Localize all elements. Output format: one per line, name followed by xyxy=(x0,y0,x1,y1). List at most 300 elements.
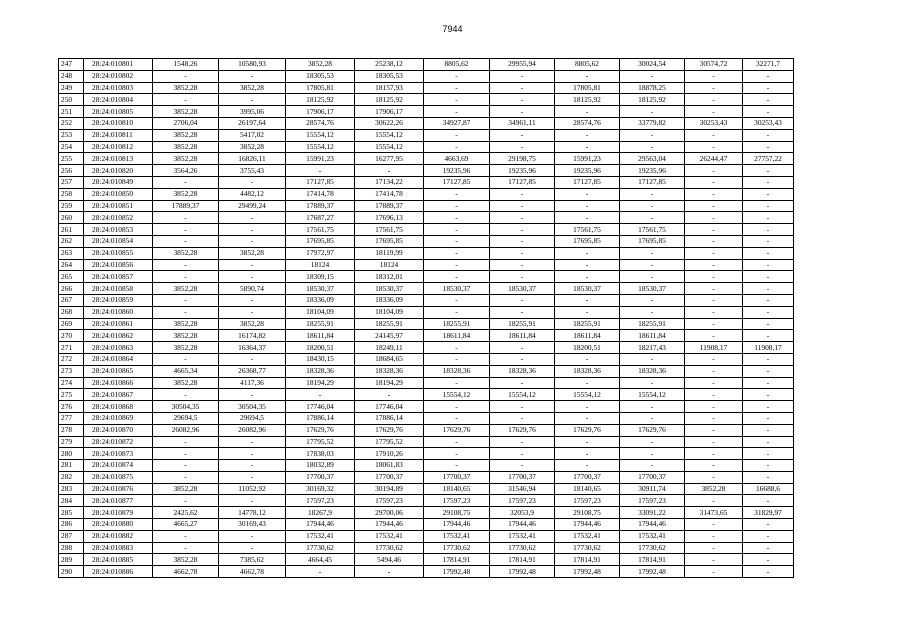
value-cell: - xyxy=(685,471,743,483)
value-cell: - xyxy=(620,188,685,200)
value-cell: - xyxy=(620,436,685,448)
value-cell: 18200,51 xyxy=(286,342,355,354)
value-cell: 17944,46 xyxy=(555,519,620,531)
value-cell: - xyxy=(685,353,743,365)
value-cell: 17814,91 xyxy=(555,554,620,566)
value-cell: - xyxy=(685,542,743,554)
value-cell: 30253,43 xyxy=(743,117,794,129)
table-row xyxy=(59,141,794,153)
value-cell: - xyxy=(424,401,490,413)
value-cell: - xyxy=(685,82,743,94)
value-cell: 17561,75 xyxy=(355,224,424,236)
value-cell: 18328,36 xyxy=(355,365,424,377)
value-cell: - xyxy=(620,401,685,413)
value-cell: - xyxy=(620,294,685,306)
value-cell: 29955,94 xyxy=(490,59,555,71)
value-cell: 18530,37 xyxy=(620,283,685,295)
value-cell: 3852,28 xyxy=(153,82,219,94)
value-cell: 4664,45 xyxy=(286,554,355,566)
value-cell: - xyxy=(743,200,794,212)
value-cell: - xyxy=(490,188,555,200)
value-cell: 34961,11 xyxy=(490,117,555,129)
value-cell: 29198,75 xyxy=(490,153,555,165)
value-cell: - xyxy=(685,283,743,295)
value-cell: 17134,22 xyxy=(355,176,424,188)
row-number-cell: 270 xyxy=(59,330,84,342)
value-cell: 17532,41 xyxy=(424,530,490,542)
value-cell: 29108,75 xyxy=(555,507,620,519)
value-cell: 17700,37 xyxy=(555,471,620,483)
value-cell: 33779,82 xyxy=(620,117,685,129)
row-number-cell: 258 xyxy=(59,188,84,200)
value-cell: 18061,83 xyxy=(355,460,424,472)
value-cell: 34927,87 xyxy=(424,117,490,129)
value-cell: 17700,37 xyxy=(490,471,555,483)
value-cell: 26368,77 xyxy=(219,365,286,377)
value-cell: - xyxy=(424,377,490,389)
value-cell: - xyxy=(219,471,286,483)
cadastral-number-cell: 28:24:010849 xyxy=(84,176,153,188)
value-cell: 15554,12 xyxy=(555,389,620,401)
value-cell: 17597,23 xyxy=(620,495,685,507)
value-cell: - xyxy=(153,259,219,271)
value-cell: 4482,12 xyxy=(219,188,286,200)
table-row xyxy=(59,342,794,354)
value-cell: - xyxy=(555,212,620,224)
table-row xyxy=(59,460,794,472)
value-cell: - xyxy=(490,224,555,236)
value-cell: 18255,91 xyxy=(490,318,555,330)
value-cell: 2425,62 xyxy=(153,507,219,519)
row-number-cell: 288 xyxy=(59,542,84,554)
value-cell: 29563,04 xyxy=(620,153,685,165)
value-cell: - xyxy=(555,306,620,318)
value-cell: 26197,64 xyxy=(219,117,286,129)
table-row xyxy=(59,353,794,365)
value-cell: - xyxy=(219,94,286,106)
value-cell: 4665,27 xyxy=(153,519,219,531)
value-cell: - xyxy=(153,306,219,318)
value-cell: - xyxy=(743,224,794,236)
table-row xyxy=(59,70,794,82)
table-row xyxy=(59,542,794,554)
value-cell: 17700,37 xyxy=(355,471,424,483)
value-cell: 17700,37 xyxy=(424,471,490,483)
cadastral-number-cell: 28:24:010870 xyxy=(84,424,153,436)
value-cell: - xyxy=(424,342,490,354)
value-cell: 17629,76 xyxy=(355,424,424,436)
value-cell: 18124 xyxy=(355,259,424,271)
value-cell: 24145,97 xyxy=(355,330,424,342)
value-cell: - xyxy=(743,212,794,224)
value-cell: 3852,28 xyxy=(153,153,219,165)
value-cell: 3852,28 xyxy=(153,330,219,342)
value-cell: 17805,81 xyxy=(555,82,620,94)
value-cell: - xyxy=(685,389,743,401)
value-cell: 18530,37 xyxy=(355,283,424,295)
value-cell: 18328,36 xyxy=(620,365,685,377)
value-cell: - xyxy=(424,448,490,460)
value-cell: - xyxy=(685,224,743,236)
value-cell: 18119,99 xyxy=(355,247,424,259)
value-cell: - xyxy=(743,165,794,177)
value-cell: - xyxy=(685,495,743,507)
value-cell: 17532,41 xyxy=(490,530,555,542)
value-cell: - xyxy=(620,129,685,141)
value-cell: - xyxy=(743,424,794,436)
value-cell: 26082,96 xyxy=(219,424,286,436)
value-cell: - xyxy=(355,165,424,177)
value-cell: - xyxy=(153,94,219,106)
value-cell: 17532,41 xyxy=(286,530,355,542)
value-cell: 30194,89 xyxy=(355,483,424,495)
value-cell: - xyxy=(153,353,219,365)
row-number-cell: 272 xyxy=(59,353,84,365)
value-cell: - xyxy=(153,495,219,507)
value-cell: - xyxy=(355,566,424,578)
value-cell: - xyxy=(555,188,620,200)
value-cell: 31473,65 xyxy=(685,507,743,519)
value-cell: 28574,76 xyxy=(555,117,620,129)
value-cell: - xyxy=(743,495,794,507)
table-row xyxy=(59,401,794,413)
value-cell: 19235,96 xyxy=(555,165,620,177)
value-cell: - xyxy=(743,448,794,460)
value-cell: - xyxy=(555,448,620,460)
value-cell: - xyxy=(490,448,555,460)
value-cell: 3852,28 xyxy=(153,247,219,259)
cadastral-number-cell: 28:24:010853 xyxy=(84,224,153,236)
value-cell: 17561,75 xyxy=(620,224,685,236)
value-cell: 18255,91 xyxy=(424,318,490,330)
table-row xyxy=(59,82,794,94)
row-number-cell: 277 xyxy=(59,412,84,424)
value-cell: 17805,81 xyxy=(286,82,355,94)
value-cell: - xyxy=(355,389,424,401)
value-cell: - xyxy=(153,436,219,448)
value-cell: - xyxy=(219,460,286,472)
value-cell: 16174,82 xyxy=(219,330,286,342)
value-cell: 3852,28 xyxy=(153,283,219,295)
value-cell: 29108,75 xyxy=(424,507,490,519)
value-cell: 18157,93 xyxy=(355,82,424,94)
row-number-cell: 265 xyxy=(59,271,84,283)
value-cell: - xyxy=(743,401,794,413)
value-cell: - xyxy=(555,259,620,271)
value-cell: - xyxy=(424,247,490,259)
cadastral-number-cell: 28:24:010877 xyxy=(84,495,153,507)
value-cell: - xyxy=(743,530,794,542)
value-cell: 17687,27 xyxy=(286,212,355,224)
table-row xyxy=(59,153,794,165)
value-cell: 3852,28 xyxy=(219,141,286,153)
value-cell: 17730,62 xyxy=(424,542,490,554)
table-row xyxy=(59,389,794,401)
value-cell: 17629,76 xyxy=(424,424,490,436)
value-cell: 18140,65 xyxy=(555,483,620,495)
table-row xyxy=(59,554,794,566)
value-cell: - xyxy=(490,106,555,118)
value-cell: - xyxy=(685,70,743,82)
value-cell: 4663,69 xyxy=(424,153,490,165)
value-cell: - xyxy=(743,318,794,330)
value-cell: - xyxy=(620,412,685,424)
row-number-cell: 287 xyxy=(59,530,84,542)
value-cell: - xyxy=(620,106,685,118)
value-cell: - xyxy=(685,424,743,436)
cadastral-number-cell: 28:24:010858 xyxy=(84,283,153,295)
row-number-cell: 279 xyxy=(59,436,84,448)
cadastral-number-cell: 28:24:010869 xyxy=(84,412,153,424)
table-row xyxy=(59,247,794,259)
cadastral-number-cell: 28:24:010882 xyxy=(84,530,153,542)
value-cell: - xyxy=(743,554,794,566)
row-number-cell: 281 xyxy=(59,460,84,472)
value-cell: - xyxy=(490,306,555,318)
value-cell: - xyxy=(743,412,794,424)
value-cell: - xyxy=(743,389,794,401)
value-cell: 18530,37 xyxy=(286,283,355,295)
value-cell: - xyxy=(743,141,794,153)
table-row xyxy=(59,176,794,188)
row-number-cell: 278 xyxy=(59,424,84,436)
table-row xyxy=(59,519,794,531)
value-cell: 10580,93 xyxy=(219,59,286,71)
value-cell: 29694,5 xyxy=(219,412,286,424)
value-cell: - xyxy=(685,566,743,578)
table-row xyxy=(59,259,794,271)
row-number-cell: 255 xyxy=(59,153,84,165)
value-cell: - xyxy=(743,188,794,200)
value-cell: - xyxy=(424,188,490,200)
value-cell: 17906,17 xyxy=(355,106,424,118)
value-cell: 3852,28 xyxy=(286,59,355,71)
value-cell: 18611,84 xyxy=(555,330,620,342)
value-cell: 17561,75 xyxy=(555,224,620,236)
value-cell: 17127,85 xyxy=(286,176,355,188)
value-cell: - xyxy=(685,377,743,389)
value-cell: - xyxy=(620,70,685,82)
value-cell: 17889,37 xyxy=(286,200,355,212)
value-cell: 17695,85 xyxy=(355,235,424,247)
cadastral-number-cell: 28:24:010852 xyxy=(84,212,153,224)
value-cell: 17838,03 xyxy=(286,448,355,460)
table-body xyxy=(59,59,794,578)
value-cell: 17561,75 xyxy=(286,224,355,236)
value-cell: 30169,32 xyxy=(286,483,355,495)
value-cell: - xyxy=(424,129,490,141)
value-cell: - xyxy=(620,271,685,283)
value-cell: - xyxy=(620,460,685,472)
value-cell: - xyxy=(490,401,555,413)
value-cell: 17992,48 xyxy=(490,566,555,578)
value-cell: - xyxy=(219,212,286,224)
value-cell: 25238,12 xyxy=(355,59,424,71)
value-cell: - xyxy=(153,70,219,82)
cadastral-number-cell: 28:24:010861 xyxy=(84,318,153,330)
value-cell: - xyxy=(490,259,555,271)
value-cell: 8805,62 xyxy=(424,59,490,71)
value-cell: 18255,91 xyxy=(286,318,355,330)
cadastral-number-cell: 28:24:010874 xyxy=(84,460,153,472)
value-cell: 26082,96 xyxy=(153,424,219,436)
value-cell: - xyxy=(555,353,620,365)
table-row xyxy=(59,117,794,129)
row-number-cell: 250 xyxy=(59,94,84,106)
row-number-cell: 254 xyxy=(59,141,84,153)
value-cell: 17700,37 xyxy=(286,471,355,483)
value-cell: - xyxy=(219,448,286,460)
cadastral-number-cell: 28:24:010812 xyxy=(84,141,153,153)
value-cell: 14778,12 xyxy=(219,507,286,519)
cadastral-number-cell: 28:24:010875 xyxy=(84,471,153,483)
table-row xyxy=(59,566,794,578)
value-cell: 18530,37 xyxy=(555,283,620,295)
value-cell: 5494,46 xyxy=(355,554,424,566)
value-cell: 18878,25 xyxy=(620,82,685,94)
value-cell: - xyxy=(219,235,286,247)
value-cell: 17414,78 xyxy=(355,188,424,200)
table-row xyxy=(59,294,794,306)
value-cell: 18305,53 xyxy=(355,70,424,82)
value-cell: - xyxy=(490,212,555,224)
value-cell: 18200,51 xyxy=(555,342,620,354)
value-cell: 15554,12 xyxy=(355,141,424,153)
value-cell: - xyxy=(685,200,743,212)
value-cell: 17886,14 xyxy=(286,412,355,424)
value-cell: 18104,09 xyxy=(286,306,355,318)
value-cell: 3852,28 xyxy=(153,188,219,200)
cadastral-number-cell: 28:24:010868 xyxy=(84,401,153,413)
table-row xyxy=(59,507,794,519)
value-cell: 18309,15 xyxy=(286,271,355,283)
value-cell: 18255,91 xyxy=(555,318,620,330)
value-cell: 2706,04 xyxy=(153,117,219,129)
value-cell: 17910,26 xyxy=(355,448,424,460)
value-cell: 18255,91 xyxy=(355,318,424,330)
value-cell: 3852,28 xyxy=(153,141,219,153)
cadastral-number-cell: 28:24:010860 xyxy=(84,306,153,318)
table-row xyxy=(59,59,794,71)
value-cell: - xyxy=(743,566,794,578)
value-cell: 16364,37 xyxy=(219,342,286,354)
table-row xyxy=(59,377,794,389)
value-cell: 18125,92 xyxy=(555,94,620,106)
value-cell: - xyxy=(555,129,620,141)
value-cell: - xyxy=(555,412,620,424)
value-cell: 18124 xyxy=(286,259,355,271)
value-cell: - xyxy=(743,94,794,106)
value-cell: - xyxy=(424,224,490,236)
row-number-cell: 266 xyxy=(59,283,84,295)
value-cell: - xyxy=(153,460,219,472)
value-cell: - xyxy=(743,519,794,531)
table-row xyxy=(59,318,794,330)
value-cell: - xyxy=(219,176,286,188)
value-cell: 15991,23 xyxy=(286,153,355,165)
value-cell: 17127,85 xyxy=(620,176,685,188)
value-cell: 18611,84 xyxy=(424,330,490,342)
value-cell: 16826,11 xyxy=(219,153,286,165)
value-cell: 31829,97 xyxy=(743,507,794,519)
cadastral-number-cell: 28:24:010883 xyxy=(84,542,153,554)
value-cell: - xyxy=(490,235,555,247)
cadastral-number-cell: 28:24:010857 xyxy=(84,271,153,283)
table-row xyxy=(59,165,794,177)
value-cell: 29694,5 xyxy=(153,412,219,424)
cadastral-number-cell: 28:24:010804 xyxy=(84,94,153,106)
value-cell: 18032,89 xyxy=(286,460,355,472)
value-cell: 17127,85 xyxy=(555,176,620,188)
value-cell: 17695,85 xyxy=(555,235,620,247)
value-cell: 17746,04 xyxy=(286,401,355,413)
value-cell: 3852,28 xyxy=(153,129,219,141)
row-number-cell: 268 xyxy=(59,306,84,318)
value-cell: - xyxy=(153,235,219,247)
value-cell: 3852,28 xyxy=(153,106,219,118)
value-cell: 15554,12 xyxy=(355,129,424,141)
value-cell: - xyxy=(743,460,794,472)
value-cell: - xyxy=(555,460,620,472)
table-row xyxy=(59,424,794,436)
row-number-cell: 290 xyxy=(59,566,84,578)
table-row xyxy=(59,483,794,495)
value-cell: 17944,46 xyxy=(424,519,490,531)
value-cell: - xyxy=(685,519,743,531)
value-cell: - xyxy=(685,436,743,448)
row-number-cell: 260 xyxy=(59,212,84,224)
table-row xyxy=(59,188,794,200)
value-cell: - xyxy=(219,294,286,306)
value-cell: 3852,28 xyxy=(219,82,286,94)
value-cell: 3852,28 xyxy=(219,247,286,259)
value-cell: 32271,7 xyxy=(743,59,794,71)
value-cell: - xyxy=(743,436,794,448)
value-cell: 18336,09 xyxy=(355,294,424,306)
value-cell: 17889,37 xyxy=(153,200,219,212)
value-cell: - xyxy=(490,353,555,365)
value-cell: - xyxy=(424,353,490,365)
value-cell: 17795,52 xyxy=(355,436,424,448)
value-cell: - xyxy=(424,212,490,224)
value-cell: 3852,28 xyxy=(685,483,743,495)
value-cell: 18336,09 xyxy=(286,294,355,306)
value-cell: - xyxy=(153,212,219,224)
value-cell: 28574,76 xyxy=(286,117,355,129)
value-cell: 18125,92 xyxy=(286,94,355,106)
value-cell: 17944,46 xyxy=(355,519,424,531)
value-cell: 3852,28 xyxy=(153,377,219,389)
value-cell: - xyxy=(286,165,355,177)
table-row xyxy=(59,283,794,295)
value-cell: - xyxy=(685,176,743,188)
value-cell: - xyxy=(219,271,286,283)
cadastral-number-cell: 28:24:010864 xyxy=(84,353,153,365)
value-cell: 17992,48 xyxy=(555,566,620,578)
value-cell: 17795,52 xyxy=(286,436,355,448)
value-cell: 11908,17 xyxy=(743,342,794,354)
table-row xyxy=(59,530,794,542)
value-cell: - xyxy=(743,106,794,118)
value-cell: 15554,12 xyxy=(620,389,685,401)
cadastral-number-cell: 28:24:010856 xyxy=(84,259,153,271)
value-cell: - xyxy=(555,70,620,82)
value-cell: - xyxy=(743,176,794,188)
value-cell: - xyxy=(424,70,490,82)
value-cell: - xyxy=(424,106,490,118)
value-cell: - xyxy=(685,106,743,118)
value-cell: - xyxy=(424,94,490,106)
